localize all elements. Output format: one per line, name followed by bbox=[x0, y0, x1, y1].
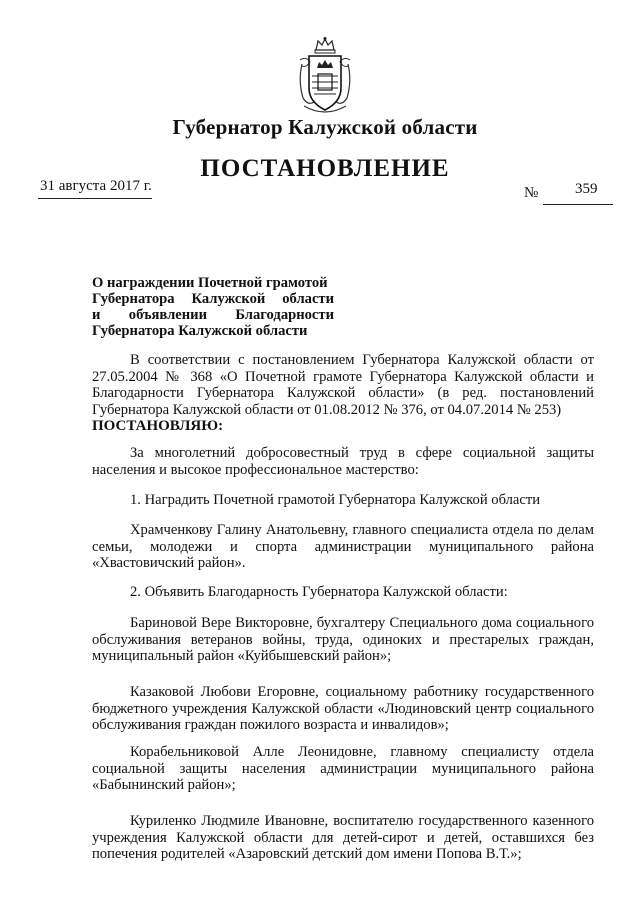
number-underline bbox=[543, 204, 613, 205]
reason-paragraph: За многолетний добросовестный труд в сфере социальной защиты населения и высокое профессиональное мастерство: bbox=[92, 445, 594, 478]
item2-person-4: Куриленко Людмиле Ивановне, воспитателю государственного казенного учреждения Калужской области для детей-сирот и детей, оставшихся без попечения родителей «Азаровский детский дом имени Попова В.Т.»; bbox=[92, 813, 594, 863]
item2-person-3: Корабельниковой Алле Леонидовне, главному специалисту отдела социальной защиты населения администрации муниципального района «Бабынинский район»; bbox=[92, 744, 594, 794]
decree-word: ПОСТАНОВЛЯЮ: bbox=[92, 418, 224, 434]
document-number: 359 bbox=[575, 181, 598, 197]
subject-line: и объявлении Благодарности bbox=[92, 307, 334, 323]
document-date: 31 августа 2017 г. bbox=[40, 178, 152, 194]
preamble-paragraph bbox=[92, 352, 594, 418]
coat-of-arms-icon bbox=[294, 36, 356, 116]
subject-line: Губернатора Калужской области bbox=[92, 291, 334, 307]
date-underline bbox=[38, 198, 152, 199]
subject-line: Губернатора Калужской области bbox=[92, 323, 308, 339]
item2-person-2: Казаковой Любови Егоровне, социальному работнику государственного бюджетного учреждения Калужской области «Людиновский центр социального обслуживания граждан пожилого возраста и инвалидов»; bbox=[92, 684, 594, 734]
item2-person-1: Бариновой Вере Викторовне, бухгалтеру Специального дома социального обслуживания ветеранов войны, труда, одиноких и престарелых граждан, муниципальный район «Куйбышевский район»; bbox=[92, 615, 594, 665]
subject-line: О награждении Почетной грамотой bbox=[92, 275, 328, 291]
authority-title: Губернатор Калужской области bbox=[172, 115, 478, 139]
item2-heading: 2. Объявить Благодарность Губернатора Калужской области: bbox=[130, 584, 508, 600]
item1-heading: 1. Наградить Почетной грамотой Губернатора Калужской области bbox=[130, 492, 541, 508]
preamble-text: В соответствии с постановлением Губернатора Калужской области от 27.05.2004 № 368 «О Почетной грамоте Губернатора Калужской области и Благодарности Губернатора Калужской области» (в ред. постановлений Губернатора Калужской области от 01.08.2012 № 376, от 04.07.2014 № 253) bbox=[92, 352, 594, 418]
document-subject bbox=[92, 275, 334, 339]
document-type-heading: ПОСТАНОВЛЕНИЕ bbox=[200, 155, 450, 182]
document-number-label: № bbox=[524, 185, 539, 201]
item1-person: Храмченкову Галину Анатольевну, главного специалиста отдела по делам семьи, молодежи и спорта администрации муниципального района «Хвастовичский район». bbox=[92, 522, 594, 572]
